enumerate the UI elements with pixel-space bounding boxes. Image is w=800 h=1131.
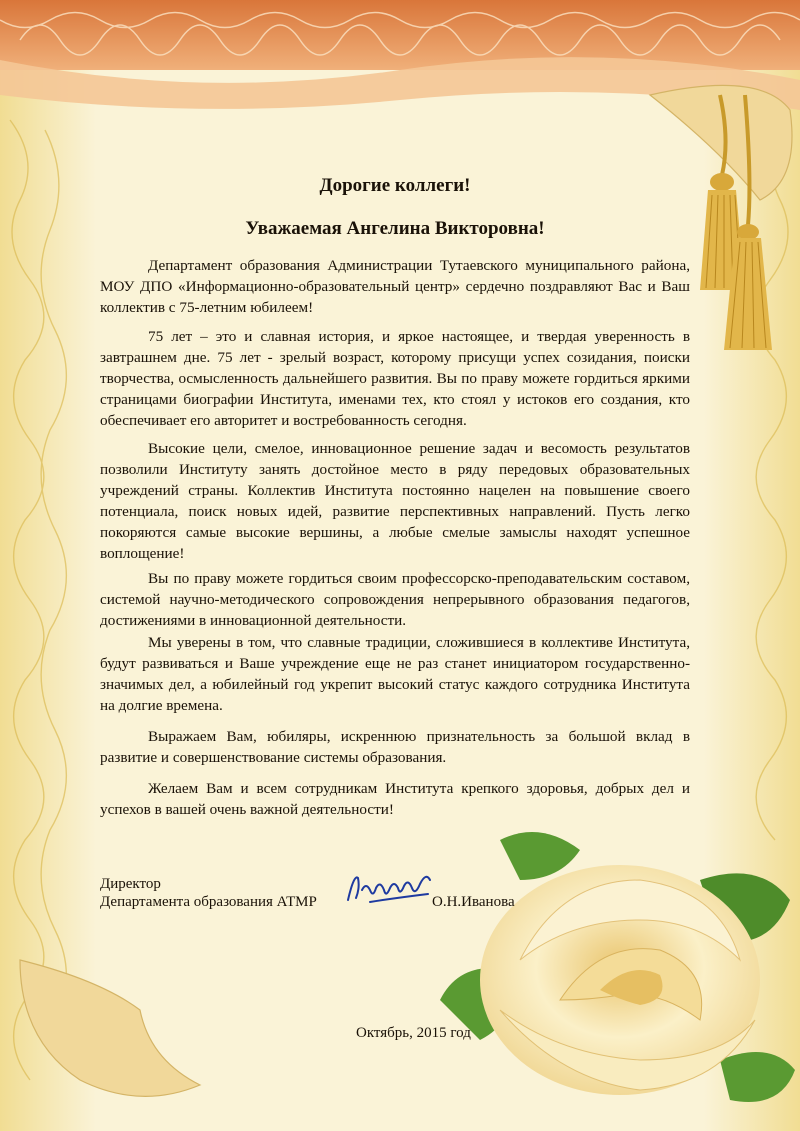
paragraph: Высокие цели, смелое, инновационное решение задач и весомость результатов позволили Институту занять достойное место в ряду передовых образовательных учреждений страны. Коллектив Института постоянно нацелен на повышение своего потенциала, поиск новых идей, развитие перспективных направлений. Пусть легко покоряются самые высокие вершины, а любые смелые замыслы находят успешное воплощение! xyxy=(100,440,690,562)
signatory-title: Директор xyxy=(100,876,161,892)
signatory-department: Департамента образования АТМР xyxy=(100,894,317,910)
paragraph: Вы по праву можете гордиться своим профессорско-преподавательским составом, системой научно-методического сопровождения непрерывного образования педагогов, достижениями в инновационной деятельности. xyxy=(100,570,690,629)
paragraph: Департамент образования Администрации Тутаевского муниципального района, МОУ ДПО «Информационно-образовательный центр» сердечно поздравляют Вас и Ваш коллектив с 75-летним юбилеем! xyxy=(100,257,690,316)
addressee-heading: Уважаемая Ангелина Викторовна! xyxy=(245,218,545,239)
paragraph: Выражаем Вам, юбиляры, искреннюю признательность за большой вклад в развитие и совершенствование системы образования. xyxy=(100,728,690,766)
signatory-name: О.Н.Иванова xyxy=(432,894,515,910)
paragraph: Желаем Вам и всем сотрудникам Института крепкого здоровья, добрых дел и успехов в вашей очень важной деятельности! xyxy=(100,780,690,818)
paragraph: Мы уверены в том, что славные традиции, сложившиеся в коллективе Института, будут развиваться и Ваше учреждение еще не раз станет инициатором государственно-значимых дел, а юбилейный год укрепит высокий статус каждого сотрудника Института на долгие времена. xyxy=(100,634,690,714)
paragraph: 75 лет – это и славная история, и яркое настоящее, и твердая уверенность в завтрашнем дне. 75 лет - зрелый возраст, которому присущи успех созидания, поиски творчества, осмысленность дальнейшего развития. Вы по праву можете гордиться яркими страницами биографии Института, именами тех, кто стоял у истоков его создания, кто обеспечивает его авторитет и востребованность сегодня. xyxy=(100,328,690,429)
letter-date: Октябрь, 2015 год xyxy=(356,1025,471,1041)
handwritten-signature xyxy=(340,868,435,908)
greeting-heading: Дорогие коллеги! xyxy=(319,175,471,196)
